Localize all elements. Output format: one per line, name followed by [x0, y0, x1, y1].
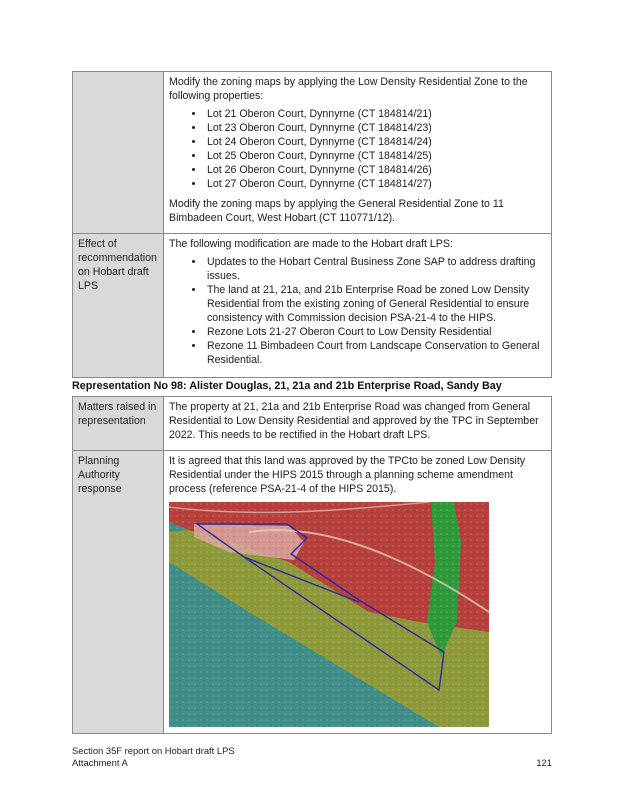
list-item: • The land at 21, 21a, and 21b Enterprise Road be zoned Low Density Residential from the existing zoning of General Residential to ensure consistency with Commission decision PSA-21-4 to the HIPS.: [205, 283, 546, 325]
list-item: • Lot 24 Oberon Court, Dynnyrne (CT 184814/24): [205, 135, 546, 149]
table-row-label: Planning Authority response: [73, 451, 164, 734]
representation-table: [72, 396, 552, 734]
table-row-content: [164, 451, 552, 734]
list-item: • Lot 27 Oberon Court, Dynnyrne (CT 184814/27): [205, 177, 546, 191]
paragraph: Modify the zoning maps by applying the General Residential Zone to 11 Bimbadeen Court, West Hobart (CT 110771/12).: [169, 198, 504, 224]
table-row: [73, 72, 552, 234]
footer-report-title: Section 35F report on Hobart draft LPS: [72, 745, 235, 756]
footer: [72, 745, 235, 769]
paragraph: Modify the zoning maps by applying the Low Density Residential Zone to the following properties:: [169, 76, 528, 102]
list-item: • Rezone Lots 21-27 Oberon Court to Low Density Residential: [205, 325, 546, 339]
list-item: • Lot 26 Oberon Court, Dynnyrne (CT 184814/26): [205, 163, 546, 177]
list-item: • Updates to the Hobart Central Business Zone SAP to address drafting issues.: [205, 255, 546, 283]
list-item: • Lot 23 Oberon Court, Dynnyrne (CT 184814/23): [205, 121, 546, 135]
paragraph: The property at 21, 21a and 21b Enterprise Road was changed from General Residential to Low Density Residential and approved by the TPC in September 2022. This needs to be rectified in the Hobart draft LPS.: [169, 401, 539, 441]
zoning-map-image: [169, 502, 489, 727]
table-row-label-empty: [73, 72, 164, 234]
zoning-map: [169, 502, 489, 727]
list-item: • Lot 25 Oberon Court, Dynnyrne (CT 184814/25): [205, 149, 546, 163]
table-row: [73, 234, 552, 378]
list-item: • Lot 21 Oberon Court, Dynnyrne (CT 184814/21): [205, 107, 546, 121]
table-row-content: [164, 234, 552, 378]
table-row: [73, 451, 552, 734]
list-item: • Rezone 11 Bimbadeen Court from Landscape Conservation to General Residential.: [205, 339, 546, 367]
table-row: [73, 397, 552, 451]
table-row-label: Matters raised in representation: [73, 397, 164, 451]
table-row-content: [164, 72, 552, 234]
table-row-label: Effect of recommendation on Hobart draft LPS: [73, 234, 164, 378]
footer-attachment: Attachment A: [72, 757, 128, 768]
page-number: 121: [536, 757, 552, 768]
recommendation-table: [72, 71, 552, 378]
bullet-list: [169, 107, 546, 191]
table-row-content: [164, 397, 552, 451]
paragraph: The following modification are made to the Hobart draft LPS:: [169, 238, 453, 250]
section-heading: Representation No 98: Alister Douglas, 21, 21a and 21b Enterprise Road, Sandy Bay: [72, 380, 502, 392]
paragraph: It is agreed that this land was approved by the TPCto be zoned Low Density Residential under the HIPS 2015 through a planning scheme amendment process (reference PSA-21-4 of the HIPS 2015).: [169, 455, 526, 495]
bullet-list: [169, 255, 546, 367]
